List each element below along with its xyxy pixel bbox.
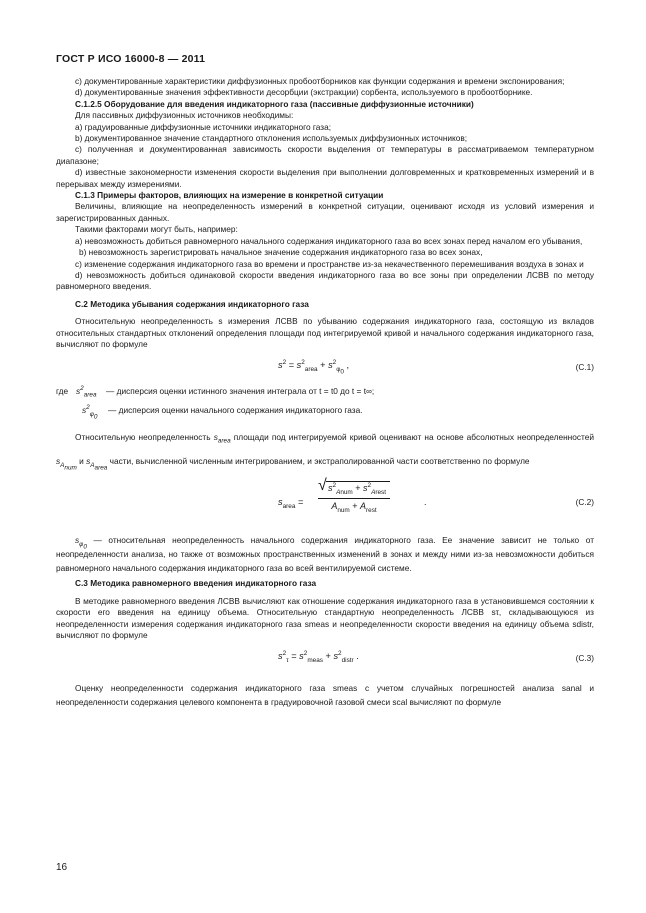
page-content: [56, 76, 594, 709]
where-line: [56, 386, 594, 399]
list-item: b) невозможность зарегистрировать начальное значение содержания индикаторного газа во всех зонах,: [79, 247, 483, 258]
paragraph: Относительную неопределенность s измерения ЛСВВ по убыванию содержания индикаторного газа, состоящую из вкладов относительных стандартных отклонений определения площади под интегрируемой кривой и начального содержания индикаторного газа, вычисляют по формуле: [56, 316, 594, 349]
variable-symbol: $s_{A_{area}}$: [86, 456, 108, 472]
text-span: Относительную неопределенность: [75, 432, 211, 443]
formula-c1: [56, 356, 594, 382]
formula-number: (С.3): [575, 653, 594, 664]
formula-expression: $s^2_\tau = s^2_{meas} + s^2_{distr}$ .: [278, 650, 359, 665]
section-heading: С.2 Методика убывания содержания индикаторного газа: [75, 298, 309, 309]
section-heading: С.1.2.5 Оборудование для введения индикаторного газа (пассивные диффузионные источники): [75, 98, 474, 109]
text-span: — относительная неопределенность начального содержания индикаторного газа. Ее значение зависит не только от неопределенности анализа, но также от возможных пространственных изменений в зонах и между ними из-за невозможности добиться равномерного начального содержания индикаторного газа во всей вентилируемой системе.: [56, 535, 594, 574]
formula-number: (С.2): [575, 497, 594, 508]
paragraph: Величины, влияющие на неопределенность измерений в конкретной ситуации, оценивают исходя из условий измерения и зарегистрированных данных.: [56, 201, 594, 223]
list-item: d) известные закономерности изменения скорости выделения при выполнении долговременных и кратковременных измерений и в перерывах между измерениями.: [56, 167, 594, 189]
formula-c3: [56, 647, 594, 673]
section-heading: С.3 Методика равномерного введения индикаторного газа: [75, 578, 317, 589]
list-item: a) градуированные диффузионные источники индикаторного газа;: [75, 121, 331, 132]
paragraph: d) документированные значения эффективности десорбции (экстракции) сорбента, используемого в пробоотборнике.: [75, 87, 533, 98]
document-header: ГОСТ Р ИСО 16000-8 — 2011: [56, 53, 206, 65]
list-item: c) полученная и документированная зависимость скорости выделения от температуры в рассматриваемом температурном диапазоне;: [56, 144, 594, 166]
variable-symbol: $s_{\varphi_0}$: [75, 535, 87, 551]
where-line: [56, 405, 594, 423]
variable-symbol: $s_{area}$: [213, 432, 231, 445]
variable-symbol: $s^2_{area}$: [76, 385, 97, 399]
where-definition: — дисперсия оценки истинного значения интеграла от t = t0 до t = t∞;: [106, 386, 375, 397]
page-number: 16: [56, 862, 68, 873]
formula-number: (С.1): [575, 362, 594, 373]
paragraph: Такими факторами могут быть, например:: [75, 224, 238, 235]
list-item: a) невозможность добиться равномерного начального содержания индикаторного газа во всех зонах перед началом его убывания,: [75, 235, 583, 246]
paragraph: Оценку неопределенности содержания индикаторного газа smeas с учетом случайных погрешностей анализа sanal и неопределенности содержания целевого компонента в градуировочной газовой смеси scal вычисляют по формуле: [56, 683, 594, 708]
paragraph: [56, 425, 594, 473]
paragraph: В методике равномерного введения ЛСВВ вычисляют как отношение содержания индикаторного газа в установившемся состоянии к скорости его введения на единицу объема. Относительную стандартную неопределенность ЛСВВ sτ, складывающуюся из неопределенности измерения содержания индикаторного газа smeas и неопределенности скорости введения на единицу объема sdistr, вычисляют по формуле: [56, 595, 594, 640]
list-item: c) изменение содержания индикаторного газа во времени и пространстве из-за некачественного перемешивания воздуха в зонах и: [75, 258, 584, 269]
variable-symbol: $s_{A_{num}}$: [56, 456, 77, 472]
text-span: площади под интегрируемой кривой оценивают на основе абсолютных неопределенностей: [233, 432, 594, 443]
list-item: b) документированное значение стандартного отклонения используемых диффузионных источников;: [75, 133, 468, 144]
paragraph: c) документированные характеристики диффузионных пробоотборников как функции содержания и времени экспонирования;: [75, 76, 565, 86]
variable-symbol: $s^2_{\varphi_0}$: [82, 404, 98, 421]
formula-expression: $s_{area}$ = √ $s^2_{Anum} + s^2_{Arest}$ $A_{num} + A_{rest}$ .: [278, 477, 427, 514]
paragraph: [56, 533, 594, 575]
formula-expression: $s^2 = s^2_{area} + s^2_{\varphi_0}$ ,: [278, 359, 350, 376]
list-item: d) невозможность добиться одинаковой скорости введения индикаторного газа во все зоны при определении ЛСВВ по методу равномерного введения.: [56, 269, 594, 292]
where-definition: — дисперсия оценки начального содержания индикаторного газа.: [108, 405, 363, 416]
paragraph: Для пассивных диффузионных источников необходимы:: [75, 110, 294, 121]
section-heading: С.1.3 Примеры факторов, влияющих на измерение в конкретной ситуации: [75, 190, 384, 201]
text-span: и: [79, 456, 84, 467]
text-span: части, вычисленной численным интегрированием, и экстраполированной части соответственно по формуле: [109, 456, 530, 467]
formula-c2: [56, 477, 594, 527]
where-prefix: где: [56, 386, 69, 397]
